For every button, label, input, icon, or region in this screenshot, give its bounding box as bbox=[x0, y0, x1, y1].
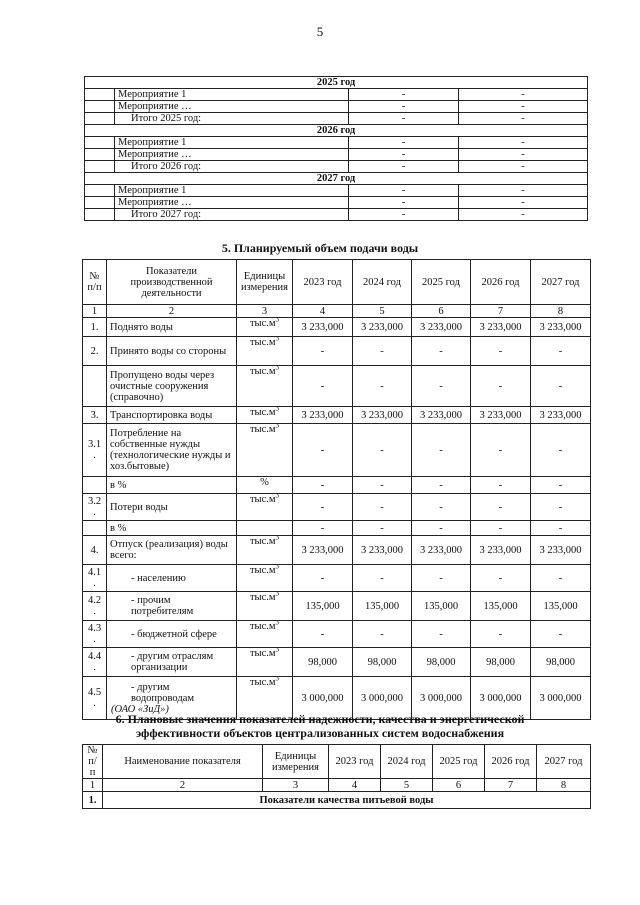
reliability-indicators-table bbox=[82, 744, 591, 809]
column-header: 2025 год bbox=[412, 260, 471, 305]
value-cell: - bbox=[531, 494, 591, 521]
value-cell: - bbox=[293, 424, 353, 477]
value-cell: - bbox=[471, 366, 531, 407]
value-cell: - bbox=[353, 366, 412, 407]
column-header: № п/п bbox=[83, 745, 103, 779]
year-label: 2026 год bbox=[85, 125, 588, 137]
value-cell: - bbox=[412, 424, 471, 477]
indicator-name bbox=[107, 648, 237, 677]
indicator-name-text: - прочим потребителям bbox=[131, 595, 194, 617]
value-cell: - bbox=[412, 565, 471, 592]
column-number: 6 bbox=[433, 779, 485, 792]
row-spacer bbox=[85, 137, 115, 149]
unit-cell bbox=[237, 536, 293, 565]
measure-value: - bbox=[349, 113, 459, 125]
indicator-name bbox=[107, 318, 237, 337]
measure-name: Мероприятие … bbox=[115, 101, 349, 113]
unit-cell bbox=[237, 366, 293, 407]
measure-value: - bbox=[349, 149, 459, 161]
measure-value: - bbox=[349, 209, 459, 221]
value-cell: - bbox=[353, 477, 412, 494]
unit-text: тыс.м bbox=[249, 677, 276, 688]
column-header: № п/п bbox=[83, 260, 107, 305]
value-cell: 3 000,000 bbox=[353, 677, 412, 720]
value-cell: - bbox=[412, 521, 471, 536]
value-cell: 135,000 bbox=[353, 592, 412, 621]
indicator-name-text: - другим водопроводам bbox=[131, 681, 195, 704]
column-header: Единицы измерения bbox=[263, 745, 329, 779]
unit-text: % bbox=[260, 477, 269, 488]
column-number: 4 bbox=[293, 305, 353, 318]
value-cell: 98,000 bbox=[531, 648, 591, 677]
table-row bbox=[83, 424, 591, 477]
value-cell: 3 233,000 bbox=[353, 407, 412, 424]
indicator-name bbox=[107, 494, 237, 521]
row-number: 4.4 . bbox=[83, 648, 107, 677]
column-number: 2 bbox=[103, 779, 263, 792]
header-row bbox=[83, 745, 591, 779]
unit-cell bbox=[237, 565, 293, 592]
measure-row bbox=[85, 137, 588, 149]
column-header: Наименование показателя bbox=[103, 745, 263, 779]
value-cell: - bbox=[531, 337, 591, 366]
row-number: 3.2 . bbox=[83, 494, 107, 521]
value-cell: - bbox=[471, 521, 531, 536]
column-number: 8 bbox=[537, 779, 591, 792]
indicator-name-text: Потребление на собственные нужды (технологические нужды и хоз.бытовые) bbox=[110, 428, 231, 472]
value-cell: - bbox=[531, 424, 591, 477]
unit-text: тыс.м bbox=[249, 337, 276, 348]
measure-name: Мероприятие … bbox=[115, 197, 349, 209]
value-cell: 98,000 bbox=[412, 648, 471, 677]
measure-value: - bbox=[349, 197, 459, 209]
value-cell: - bbox=[353, 494, 412, 521]
table-row bbox=[83, 366, 591, 407]
unit-superscript: 3 bbox=[275, 591, 280, 598]
unit-text: тыс.м bbox=[249, 366, 276, 377]
column-number: 6 bbox=[412, 305, 471, 318]
value-cell: - bbox=[531, 366, 591, 407]
value-cell: 3 233,000 bbox=[293, 407, 353, 424]
unit-text: тыс.м bbox=[249, 592, 276, 603]
section-label: Показатели качества питьевой воды bbox=[103, 792, 591, 809]
measure-value: - bbox=[349, 137, 459, 149]
table-row bbox=[83, 318, 591, 337]
column-number: 1 bbox=[83, 305, 107, 318]
measure-value: - bbox=[459, 137, 588, 149]
table-row bbox=[83, 494, 591, 521]
measure-name: Итого 2026 год: bbox=[115, 161, 349, 173]
year-header-row bbox=[85, 173, 588, 185]
row-number bbox=[83, 477, 107, 494]
row-number: 3.1 . bbox=[83, 424, 107, 477]
value-cell: - bbox=[531, 477, 591, 494]
value-cell: - bbox=[531, 521, 591, 536]
value-cell: - bbox=[471, 565, 531, 592]
year-label: 2027 год bbox=[85, 173, 588, 185]
unit-cell bbox=[237, 621, 293, 648]
value-cell: 98,000 bbox=[353, 648, 412, 677]
indicator-name bbox=[107, 592, 237, 621]
row-spacer bbox=[85, 89, 115, 101]
column-number: 2 bbox=[107, 305, 237, 318]
unit-superscript: 3 bbox=[275, 423, 280, 430]
value-cell: 3 233,000 bbox=[412, 318, 471, 337]
measure-name: Мероприятие 1 bbox=[115, 185, 349, 197]
measure-row bbox=[85, 149, 588, 161]
row-spacer bbox=[85, 113, 115, 125]
measure-name: Итого 2027 год: bbox=[115, 209, 349, 221]
row-number: 4. bbox=[83, 536, 107, 565]
measure-value: - bbox=[349, 185, 459, 197]
unit-superscript: 3 bbox=[275, 317, 280, 324]
indicator-name bbox=[107, 337, 237, 366]
column-header: 2023 год bbox=[329, 745, 381, 779]
unit-cell bbox=[237, 494, 293, 521]
indicator-name-text: Пропущено воды через очистные сооружения (справочно) bbox=[110, 369, 215, 403]
column-header: 2025 год bbox=[433, 745, 485, 779]
column-header: 2026 год bbox=[471, 260, 531, 305]
value-cell: 135,000 bbox=[293, 592, 353, 621]
measure-value: - bbox=[349, 101, 459, 113]
indicator-name-text: Принято воды со стороны bbox=[110, 345, 227, 357]
column-header: 2024 год bbox=[381, 745, 433, 779]
column-number: 3 bbox=[263, 779, 329, 792]
value-cell: 3 000,000 bbox=[293, 677, 353, 720]
row-number: 4.2 . bbox=[83, 592, 107, 621]
value-cell: - bbox=[353, 621, 412, 648]
value-cell: 3 233,000 bbox=[293, 318, 353, 337]
indicator-name-text: - бюджетной сфере bbox=[131, 628, 217, 640]
table-row bbox=[83, 337, 591, 366]
measure-name: Мероприятие 1 bbox=[115, 137, 349, 149]
measure-value: - bbox=[459, 185, 588, 197]
value-cell: 135,000 bbox=[471, 592, 531, 621]
row-spacer bbox=[85, 101, 115, 113]
value-cell: 3 233,000 bbox=[531, 536, 591, 565]
column-number-row bbox=[83, 305, 591, 318]
unit-cell bbox=[237, 648, 293, 677]
row-spacer bbox=[85, 185, 115, 197]
measure-row bbox=[85, 113, 588, 125]
column-header: Единицы измерения bbox=[237, 260, 293, 305]
unit-superscript: 3 bbox=[275, 676, 280, 683]
unit-text: тыс.м bbox=[249, 494, 276, 505]
value-cell: - bbox=[471, 337, 531, 366]
year-label: 2025 год bbox=[85, 77, 588, 89]
unit-superscript: 3 bbox=[275, 647, 280, 654]
value-cell: 3 233,000 bbox=[353, 318, 412, 337]
indicator-name bbox=[107, 521, 237, 536]
value-cell: - bbox=[471, 424, 531, 477]
unit-cell bbox=[237, 521, 293, 536]
indicator-name-text: Поднято воды bbox=[110, 321, 173, 333]
unit-text: тыс.м bbox=[249, 621, 276, 632]
value-cell: 135,000 bbox=[531, 592, 591, 621]
column-number: 7 bbox=[471, 305, 531, 318]
indicator-name bbox=[107, 424, 237, 477]
value-cell: - bbox=[293, 366, 353, 407]
indicator-name-text: Отпуск (реализация) воды всего: bbox=[110, 539, 228, 561]
value-cell: 3 233,000 bbox=[412, 536, 471, 565]
value-cell: - bbox=[353, 521, 412, 536]
value-cell: 3 233,000 bbox=[471, 407, 531, 424]
row-spacer bbox=[85, 161, 115, 173]
row-number: 4.1 . bbox=[83, 565, 107, 592]
indicator-name bbox=[107, 477, 237, 494]
column-number: 1 bbox=[83, 779, 103, 792]
measure-row bbox=[85, 161, 588, 173]
measure-value: - bbox=[459, 89, 588, 101]
measure-value: - bbox=[459, 161, 588, 173]
row-number: 4.3 . bbox=[83, 621, 107, 648]
value-cell: - bbox=[353, 424, 412, 477]
measure-value: - bbox=[349, 89, 459, 101]
row-number: 3. bbox=[83, 407, 107, 424]
row-number bbox=[83, 366, 107, 407]
table-row bbox=[83, 565, 591, 592]
table-row bbox=[83, 536, 591, 565]
column-number: 3 bbox=[237, 305, 293, 318]
measure-row bbox=[85, 101, 588, 113]
table-row bbox=[83, 521, 591, 536]
value-cell: 3 233,000 bbox=[531, 407, 591, 424]
indicator-name-text: в % bbox=[110, 479, 127, 491]
measure-row bbox=[85, 89, 588, 101]
indicator-name-text: Транспортировка воды bbox=[110, 409, 213, 421]
value-cell: 3 233,000 bbox=[412, 407, 471, 424]
value-cell: - bbox=[412, 366, 471, 407]
unit-text: тыс.м bbox=[249, 565, 276, 576]
value-cell: - bbox=[293, 494, 353, 521]
value-cell: - bbox=[412, 621, 471, 648]
column-number: 4 bbox=[329, 779, 381, 792]
row-number bbox=[83, 521, 107, 536]
value-cell: - bbox=[471, 621, 531, 648]
top-measures-table bbox=[84, 76, 588, 221]
column-header: 2024 год bbox=[353, 260, 412, 305]
column-number: 5 bbox=[381, 779, 433, 792]
unit-text: тыс.м bbox=[249, 407, 276, 418]
unit-text: тыс.м bbox=[249, 536, 276, 547]
table-row bbox=[83, 592, 591, 621]
column-header: 2026 год bbox=[485, 745, 537, 779]
section6-title-line1: 6. Плановые значения показателей надежности, качества и энергетической bbox=[115, 712, 525, 726]
value-cell: 3 233,000 bbox=[531, 318, 591, 337]
indicator-name-text: - другим отраслям организации bbox=[131, 651, 214, 673]
value-cell: 3 233,000 bbox=[353, 536, 412, 565]
value-cell: 3 233,000 bbox=[471, 536, 531, 565]
column-number: 7 bbox=[485, 779, 537, 792]
row-spacer bbox=[85, 149, 115, 161]
value-cell: - bbox=[293, 477, 353, 494]
unit-superscript: 3 bbox=[275, 365, 280, 372]
value-cell: - bbox=[471, 494, 531, 521]
unit-cell bbox=[237, 424, 293, 477]
value-cell: 3 000,000 bbox=[531, 677, 591, 720]
value-cell: - bbox=[293, 337, 353, 366]
value-cell: - bbox=[471, 477, 531, 494]
row-spacer bbox=[85, 197, 115, 209]
measure-name: Мероприятие … bbox=[115, 149, 349, 161]
measure-value: - bbox=[459, 209, 588, 221]
unit-superscript: 3 bbox=[275, 620, 280, 627]
column-number: 8 bbox=[531, 305, 591, 318]
value-cell: 3 233,000 bbox=[293, 536, 353, 565]
measure-name: Итого 2025 год: bbox=[115, 113, 349, 125]
column-header: Показатели производственной деятельности bbox=[107, 260, 237, 305]
measure-value: - bbox=[459, 149, 588, 161]
value-cell: 98,000 bbox=[293, 648, 353, 677]
row-spacer bbox=[85, 209, 115, 221]
value-cell: 3 233,000 bbox=[471, 318, 531, 337]
unit-superscript: 3 bbox=[275, 336, 280, 343]
unit-text: тыс.м bbox=[249, 318, 276, 329]
value-cell: 98,000 bbox=[471, 648, 531, 677]
table-row bbox=[83, 477, 591, 494]
value-cell: - bbox=[412, 494, 471, 521]
unit-text: тыс.м bbox=[249, 648, 276, 659]
row-number: 1. bbox=[83, 792, 103, 809]
section6-title-line2: эффективности объектов централизованных систем водоснабжения bbox=[135, 726, 505, 740]
indicator-name bbox=[107, 407, 237, 424]
value-cell: - bbox=[293, 565, 353, 592]
measure-value: - bbox=[349, 161, 459, 173]
column-header: 2027 год bbox=[531, 260, 591, 305]
measure-value: - bbox=[459, 197, 588, 209]
value-cell: - bbox=[293, 521, 353, 536]
indicator-name-text: - населению bbox=[131, 572, 186, 584]
measure-row bbox=[85, 197, 588, 209]
indicator-name bbox=[107, 565, 237, 592]
unit-superscript: 3 bbox=[275, 535, 280, 542]
column-number: 5 bbox=[353, 305, 412, 318]
unit-cell bbox=[237, 407, 293, 424]
unit-cell bbox=[237, 337, 293, 366]
measure-value: - bbox=[459, 101, 588, 113]
column-header: 2023 год bbox=[293, 260, 353, 305]
water-supply-volume-table bbox=[82, 259, 591, 720]
value-cell: - bbox=[353, 565, 412, 592]
indicator-name bbox=[107, 366, 237, 407]
value-cell: - bbox=[531, 621, 591, 648]
value-cell: - bbox=[353, 337, 412, 366]
measure-row bbox=[85, 209, 588, 221]
page-number: 5 bbox=[316, 24, 324, 39]
section5-title: 5. Планируемый объем подачи воды bbox=[221, 241, 419, 255]
measure-name: Мероприятие 1 bbox=[115, 89, 349, 101]
table-row bbox=[83, 648, 591, 677]
row-number: 4.5 . bbox=[83, 677, 107, 720]
year-header-row bbox=[85, 77, 588, 89]
value-cell: 135,000 bbox=[412, 592, 471, 621]
column-header: 2027 год bbox=[537, 745, 591, 779]
unit-cell bbox=[237, 318, 293, 337]
header-row bbox=[83, 260, 591, 305]
table-row bbox=[83, 407, 591, 424]
quality-section-row bbox=[83, 792, 591, 809]
unit-cell bbox=[237, 592, 293, 621]
measure-value: - bbox=[459, 113, 588, 125]
unit-superscript: 3 bbox=[275, 564, 280, 571]
value-cell: - bbox=[412, 477, 471, 494]
indicator-name-note: (ОАО «ЗиД») bbox=[111, 703, 169, 715]
value-cell: 3 000,000 bbox=[471, 677, 531, 720]
unit-superscript: 3 bbox=[275, 493, 280, 500]
year-header-row bbox=[85, 125, 588, 137]
value-cell: 3 000,000 bbox=[412, 677, 471, 720]
indicator-name bbox=[107, 621, 237, 648]
table-row bbox=[83, 621, 591, 648]
unit-cell bbox=[237, 477, 293, 494]
value-cell: - bbox=[412, 337, 471, 366]
indicator-name-text: Потери воды bbox=[110, 501, 168, 513]
column-number-row bbox=[83, 779, 591, 792]
value-cell: - bbox=[531, 565, 591, 592]
value-cell: - bbox=[293, 621, 353, 648]
indicator-name-text: в % bbox=[110, 522, 127, 534]
row-number: 2. bbox=[83, 337, 107, 366]
indicator-name bbox=[107, 536, 237, 565]
measure-row bbox=[85, 185, 588, 197]
row-number: 1. bbox=[83, 318, 107, 337]
unit-text: тыс.м bbox=[249, 424, 276, 435]
unit-superscript: 3 bbox=[275, 406, 280, 413]
